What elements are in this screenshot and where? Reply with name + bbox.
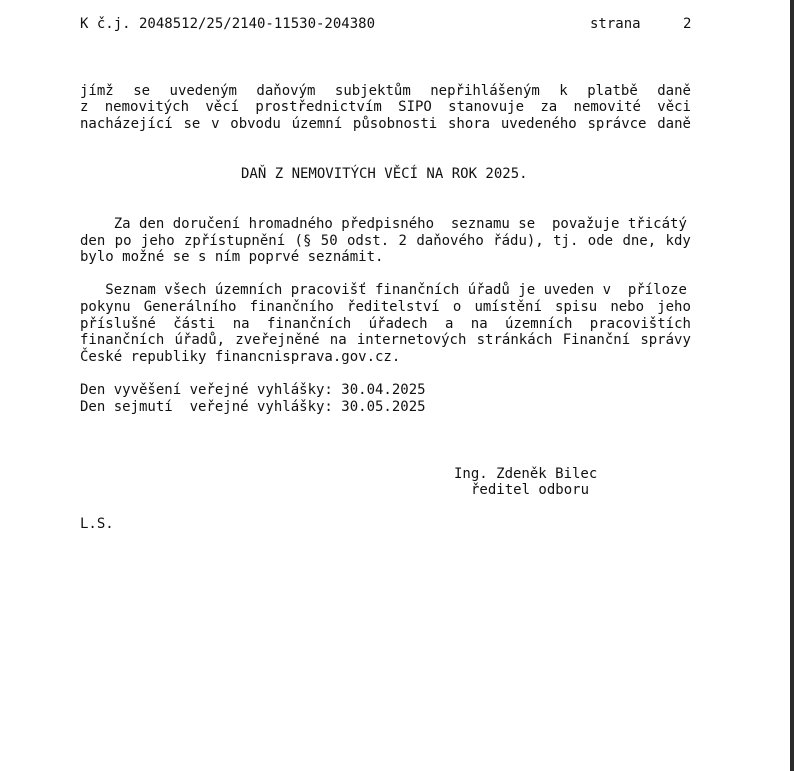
word: Finanční [562, 332, 631, 348]
word: o [452, 299, 462, 315]
word: SIPO [398, 99, 432, 115]
word: části [173, 316, 216, 332]
word: úřadů, [174, 332, 226, 348]
word: na [470, 316, 488, 332]
word: příslušné [80, 316, 156, 332]
paragraph-line [80, 316, 691, 332]
paragraph-line [80, 332, 691, 348]
word: stanovuje [448, 99, 525, 115]
word: subjektům [334, 83, 411, 99]
word: umístění [474, 299, 542, 315]
word: věcí [205, 99, 240, 115]
word: internetových [356, 332, 467, 348]
word: stránkách [476, 332, 553, 348]
word: jeho [140, 233, 175, 249]
word: za [540, 99, 558, 115]
word: dne, [622, 233, 657, 249]
word: pokynu [80, 299, 131, 315]
word: shora [447, 116, 491, 132]
paragraph-line [80, 233, 691, 249]
word: územní [291, 116, 343, 132]
word: nemovité [573, 99, 641, 115]
word: platbě [587, 83, 638, 99]
document-title: DAŇ Z NEMOVITÝCH VĚCÍ NA ROK 2025. [241, 166, 528, 182]
word: prostřednictvím [255, 99, 382, 115]
page-edge [790, 0, 794, 771]
word: se [183, 116, 201, 132]
word: uvedeného [500, 116, 577, 132]
word: nebo [610, 299, 645, 315]
word: obvodu [230, 116, 281, 132]
word: územních [505, 316, 573, 332]
posting-date: Den vyvěšení veřejné vyhlášky: 30.04.2025 [80, 382, 426, 398]
word: daňového [416, 233, 484, 249]
word: Generálního [143, 299, 237, 315]
word: věci [657, 99, 691, 115]
word: finančních [80, 332, 165, 348]
intro-line [80, 83, 691, 99]
word: 50 [320, 233, 338, 249]
word: daňovým [256, 83, 316, 99]
page-label: strana [590, 16, 641, 32]
word: nepřihlášeným [430, 83, 540, 99]
word: jeho [657, 299, 691, 315]
paragraph-line [80, 299, 691, 315]
paragraph-line: České republiky financnisprava.gov.cz. [80, 349, 401, 365]
removal-date: Den sejmutí veřejné vyhlášky: 30.05.2025 [80, 399, 426, 415]
word: 2 [398, 233, 407, 249]
seal-mark: L.S. [80, 516, 114, 532]
paragraph-line: Za den doručení hromadného předpisného seznamu se považuje třicátý [80, 216, 687, 232]
word: tj. [553, 233, 579, 249]
word: k [559, 83, 568, 99]
word: daně [657, 83, 691, 99]
word: ředitelství [347, 299, 440, 315]
word: působnosti [352, 116, 438, 132]
word: zpřístupnění [184, 233, 286, 249]
word: zveřejněné [235, 332, 320, 348]
word: kdy [665, 233, 691, 249]
word: správy [640, 332, 691, 348]
word: nacházející [80, 116, 173, 132]
word: nemovitých [104, 99, 190, 115]
word: správce [587, 116, 647, 132]
word: po [114, 233, 132, 249]
word: uvedeným [169, 83, 237, 99]
reference-number: K č.j. 2048512/25/2140-11530-204380 [80, 16, 376, 32]
word: z [80, 99, 89, 115]
page-number: 2 [683, 16, 692, 32]
word: ode [587, 233, 614, 249]
signatory-name: Ing. Zdeněk Bilec [454, 466, 598, 482]
paragraph-line: Seznam všech územních pracovišť finančních úřadů je uveden v příloze [80, 282, 687, 298]
word: odst. [347, 233, 390, 249]
word: jímž [80, 83, 114, 99]
word: v [211, 116, 220, 132]
word: řádu), [493, 233, 544, 249]
word: (§ [294, 233, 312, 249]
word: na [329, 332, 347, 348]
signatory-position: ředitel odboru [471, 482, 590, 498]
word: a [444, 316, 454, 332]
word: finančních [266, 316, 352, 332]
word: úřadech [368, 316, 428, 332]
word: den [80, 233, 106, 249]
intro-line [80, 116, 691, 132]
intro-line [80, 99, 691, 115]
word: spisu [555, 299, 598, 315]
word: finančního [249, 299, 334, 315]
word: pracovištích [589, 316, 691, 332]
word: daně [657, 116, 691, 132]
paragraph-line: bylo možné se s ním poprvé seznámit. [80, 249, 384, 265]
word: na [232, 316, 250, 332]
word: se [133, 83, 151, 99]
